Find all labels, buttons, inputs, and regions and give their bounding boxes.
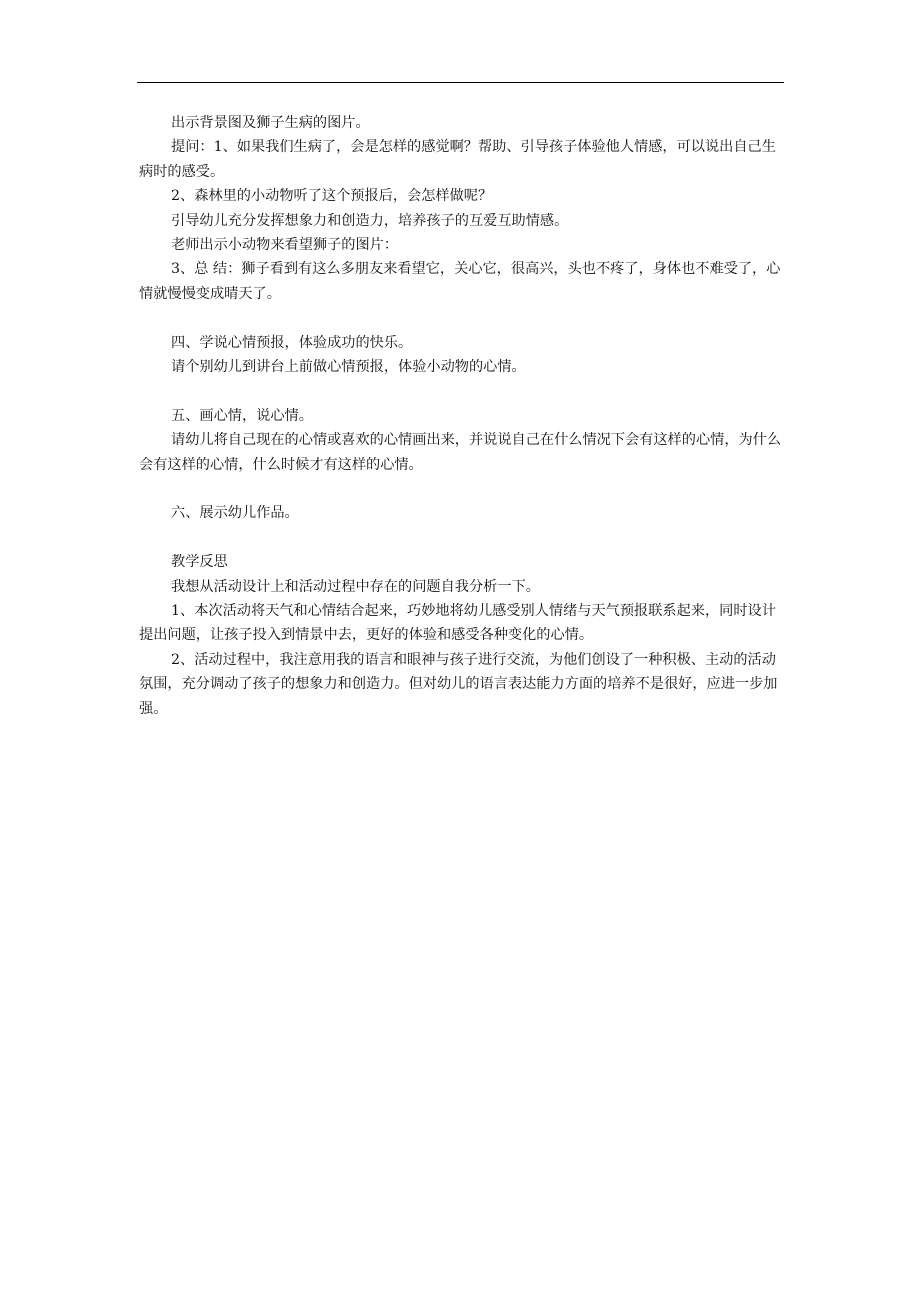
paragraph-show-background: 出示背景图及狮子生病的图片。 bbox=[171, 115, 370, 131]
reflection-heading: 教学反思 bbox=[171, 554, 228, 571]
paragraph-mood-forecast: 请个别幼儿到讲台上前做心情预报，体验小动物的心情。 bbox=[171, 359, 526, 376]
paragraph-reflection-2: 2、活动过程中，我注意用我的语言和眼神与孩子进行交流，为他们创设了一种积极、主动的活动氛围，充分调动了孩子的想象力和创造力。但对幼儿的语言表达能力方面的培养不是很好，应进一步加强。 bbox=[139, 651, 778, 717]
blank-line bbox=[139, 379, 784, 403]
paragraph-summary: 3、总 结：狮子看到有这么多朋友来看望它，关心它，很高兴，头也不疼了，身体也不难受了，心情就慢慢变成晴天了。 bbox=[139, 261, 781, 302]
document-body bbox=[139, 111, 784, 721]
blank-line bbox=[139, 477, 784, 501]
section-heading-4: 四、学说心情预报，体验成功的快乐。 bbox=[171, 334, 413, 351]
section-heading-6: 六、展示幼儿作品。 bbox=[171, 505, 299, 522]
paragraph-draw-mood: 请幼儿将自己现在的心情或喜欢的心情画出来，并说说自己在什么情况下会有这样的心情，为什么会有这样的心情，什么时候才有这样的心情。 bbox=[139, 432, 782, 473]
paragraph-question-1: 提问：1、如果我们生病了，会是怎样的感觉啊？帮助、引导孩子体验他人情感，可以说出自己生病时的感受。 bbox=[139, 139, 776, 180]
paragraph-guide-imagination: 引导幼儿充分发挥想象力和创造力，培养孩子的互爱互助情感。 bbox=[171, 212, 569, 229]
paragraph-question-2: 2、森林里的小动物听了这个预报后，会怎样做呢？ bbox=[171, 188, 493, 205]
paragraph-teacher-shows: 老师出示小动物来看望狮子的图片： bbox=[171, 237, 399, 254]
blank-line bbox=[139, 306, 784, 330]
blank-line bbox=[139, 526, 784, 550]
paragraph-reflection-1: 1、本次活动将天气和心情结合起来，巧妙地将幼儿感受别人情绪与天气预报联系起来，同时设计提出问题，让孩子投入到情景中去，更好的体验和感受各种变化的心情。 bbox=[139, 603, 776, 644]
section-heading-5: 五、画心情，说心情。 bbox=[171, 407, 313, 424]
paragraph-reflection-intro: 我想从活动设计上和活动过程中存在的问题自我分析一下。 bbox=[171, 578, 540, 595]
header-rule bbox=[137, 82, 784, 83]
